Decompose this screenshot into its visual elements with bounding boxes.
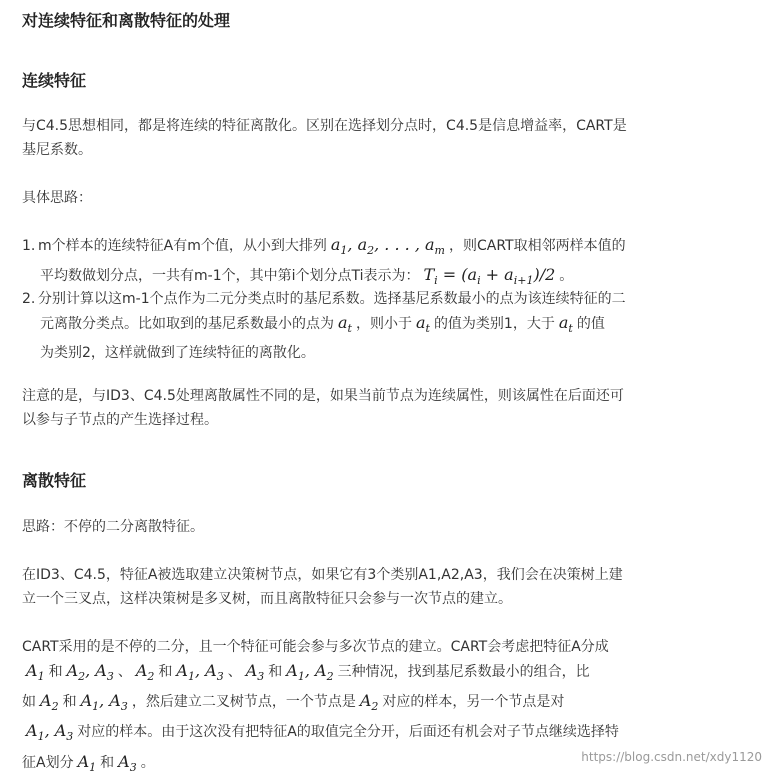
paragraph-line: CART采用的是不停的二分，且一个特征可能会参与多次节点的建立。CART会考虑把特征A分成 — [22, 639, 609, 655]
text-run: 和 — [100, 754, 115, 771]
text-run: 如 — [22, 694, 36, 711]
text-run: 。 — [559, 268, 574, 285]
text-run: 的值为类别1，大于 — [433, 316, 555, 332]
text-run: ，则小于 — [355, 316, 412, 332]
math-a2: $A_2$ — [359, 691, 379, 714]
paragraph-line: 以参与子节点的产生选择过程。 — [22, 412, 218, 428]
math-a2: $A_2$ — [135, 661, 155, 684]
math-formula: $T_i = (a_i + a_{i+1})/2$ — [423, 265, 556, 288]
text-run: m个样本的连续特征A有m个值，从小到大排列 — [38, 238, 327, 254]
text-run: 、 — [227, 664, 242, 680]
list-line — [22, 311, 722, 341]
math-a1: $A_1$ — [26, 661, 45, 684]
text-run: 对应的样本，另一个节点是对 — [382, 694, 565, 711]
list-number: 2. — [22, 291, 36, 307]
text-run: 和 — [62, 694, 77, 711]
section-heading-discrete: 离散特征 — [22, 471, 87, 490]
list-line: 为类别2，这样就做到了连续特征的离散化。 — [40, 345, 315, 362]
text-run: 和 — [268, 664, 283, 680]
paragraph-note — [22, 384, 722, 432]
text-run: ，然后建立二叉树节点，一个节点是 — [131, 694, 356, 711]
text-run: 、 — [117, 664, 132, 680]
text-run: 分别计算以这m-1个点作为二元分类点时的基尼系数。选择基尼系数最小的点为该连续特征的二 — [38, 291, 626, 307]
text-run: 元离散分类点。比如取到的基尼系数最小的点为 — [40, 316, 334, 332]
paragraph-id3 — [22, 563, 722, 611]
list-number: 1. — [22, 238, 36, 254]
paragraph-line — [22, 689, 722, 719]
paragraph-line: 在ID3、C4.5，特征A被选取建立决策树节点，如果它有3个类别A1,A2,A3，我们会在决策树上建 — [22, 567, 623, 583]
math-a1a2: $A_1$, $A_2$ — [286, 661, 334, 684]
text-run: 的值 — [576, 316, 605, 332]
math-a1: $A_1$ — [77, 751, 97, 774]
math-a1a3: $A_1$, $A_3$ — [80, 691, 128, 714]
paragraph-line — [22, 719, 722, 749]
paragraph-intro — [22, 114, 722, 162]
math-a1a3: $A_1$, $A_3$ — [26, 721, 74, 744]
list-line — [22, 233, 722, 263]
paragraph-idea: 思路：不停的二分离散特征。 — [22, 519, 204, 535]
text-run: 和 — [48, 664, 63, 680]
text-run: 。 — [140, 754, 155, 771]
text-run: 征A划分 — [22, 754, 74, 771]
math-a2: $A_2$ — [40, 691, 59, 714]
paragraph-line: 立一个三叉点，这样决策树是多叉树，而且离散特征只会参与一次节点的建立。 — [22, 591, 512, 607]
paragraph-line: 与C4.5思想相同，都是将连续的特征离散化。区别在选择划分点时，C4.5是信息增益率，CART是 — [22, 118, 627, 134]
math-at: $a_t$ — [415, 313, 430, 336]
math-a2a3: $A_2$, $A_3$ — [66, 661, 114, 684]
text-run: 对应的样本。由于这次没有把特征A的取值完全分开，后面还有机会对子节点继续选择特 — [77, 724, 619, 741]
section-heading-continuous: 连续特征 — [22, 71, 87, 90]
text-run: 和 — [158, 664, 173, 680]
paragraph-approach: 具体思路： — [22, 190, 92, 206]
math-at: $a_t$ — [558, 313, 573, 336]
page-title: 对连续特征和离散特征的处理 — [22, 11, 231, 30]
list-line — [22, 287, 722, 311]
paragraph-line — [22, 659, 722, 689]
paragraph-line: 注意的是，与ID3、C4.5处理离散属性不同的是，如果当前节点为连续属性，则该属性在后面还可 — [22, 388, 624, 404]
math-a1a3: $A_1$, $A_3$ — [176, 661, 224, 684]
list-item-1 — [22, 233, 722, 293]
math-a3: $A_3$ — [245, 661, 265, 684]
text-run: 平均数做划分点，一共有m-1个，其中第i个划分点Ti表示为： — [40, 268, 420, 285]
paragraph-line: 基尼系数。 — [22, 142, 92, 158]
math-at: $a_t$ — [338, 313, 352, 336]
math-sequence: $a_1$, $a_2$, . . . , $a_m$ — [330, 235, 445, 258]
text-run: ，则CART取相邻两样本值的 — [448, 238, 626, 254]
list-item-2 — [22, 287, 722, 365]
watermark: https://blog.csdn.net/xdy1120 — [581, 750, 762, 764]
math-a3: $A_3$ — [118, 751, 137, 774]
text-run: 三种情况，找到基尼系数最小的组合，比 — [337, 664, 590, 680]
